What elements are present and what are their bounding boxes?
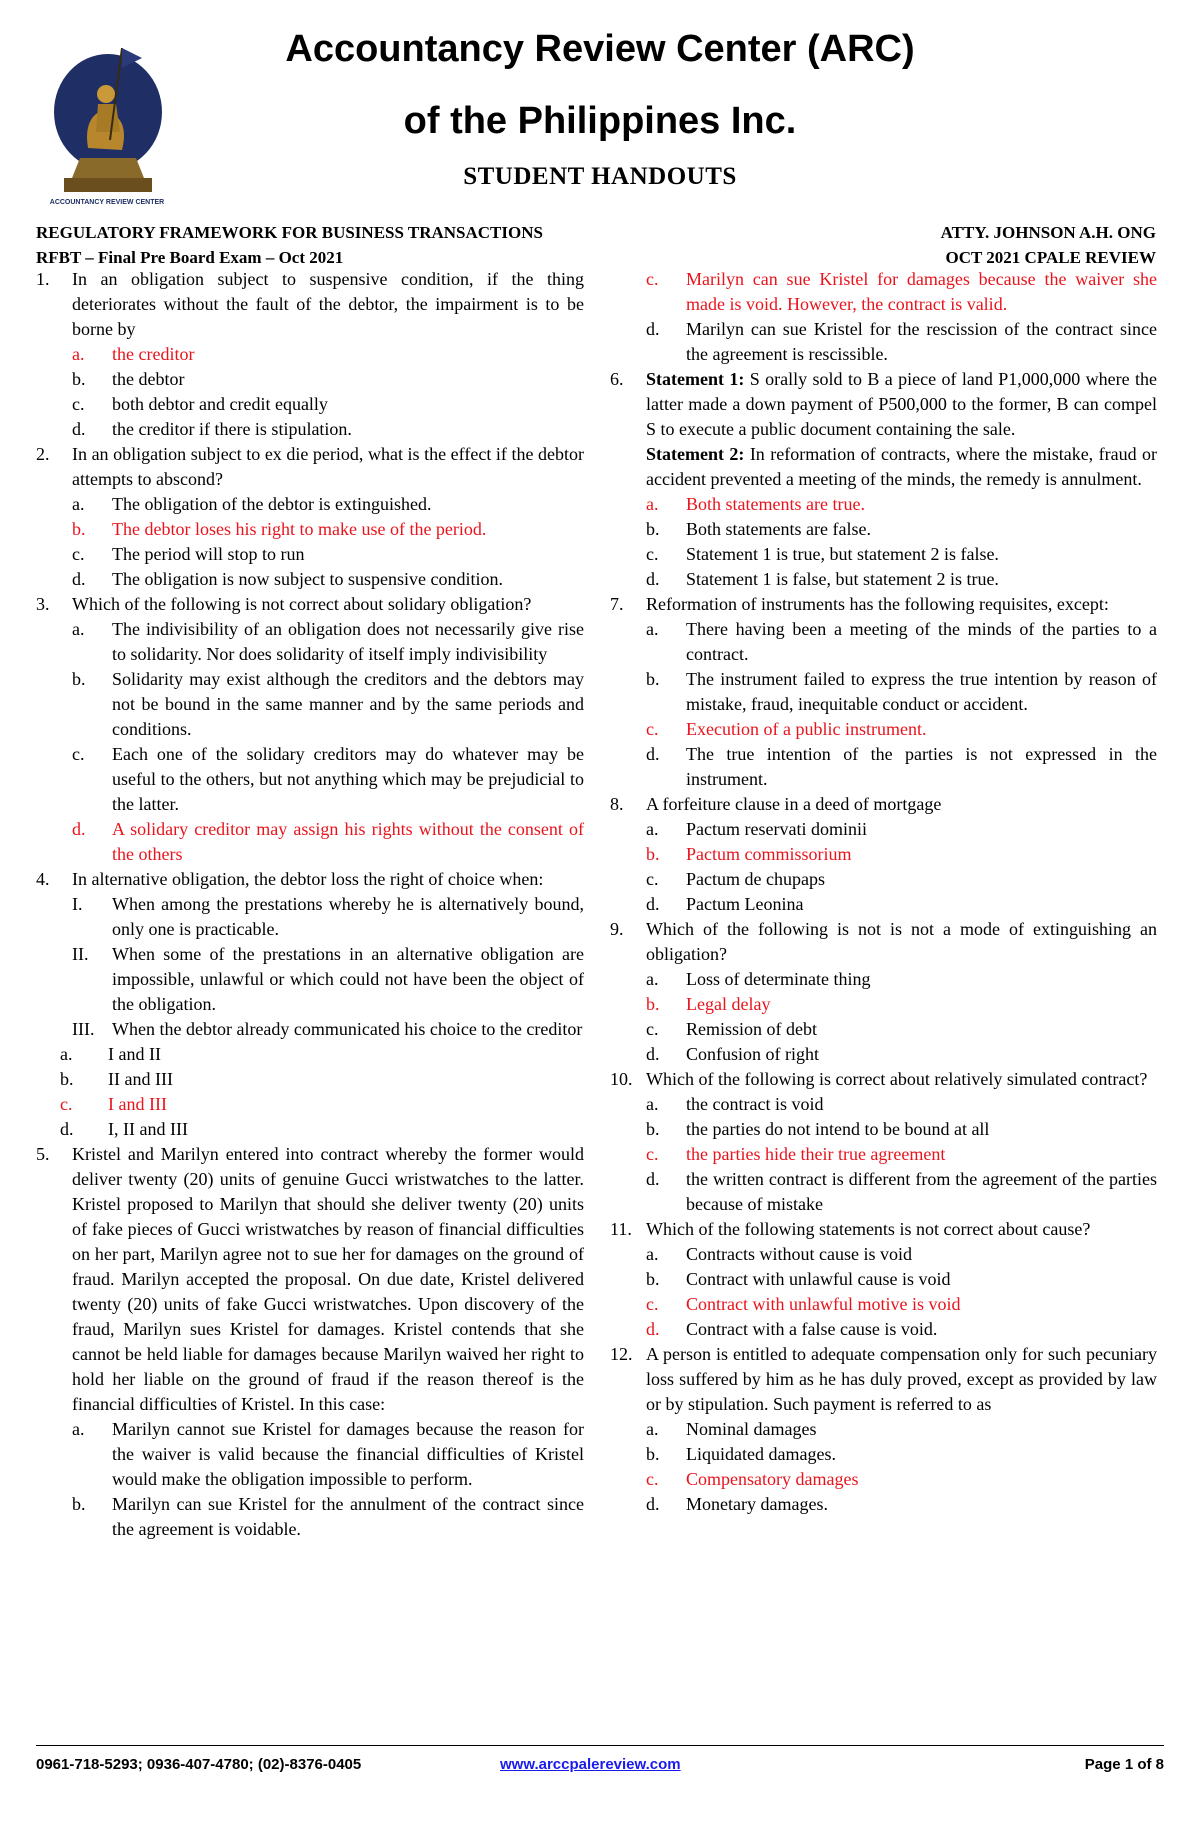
- lecturer-header: [941, 220, 1156, 270]
- choice-3c: c. Each one of the solidary creditors may do whatever may be useful to the others, but not anything which may be prejudicial to the latter.: [72, 744, 584, 814]
- left-column: [36, 267, 584, 1542]
- footer-phones: 0961-718-5293; 0936-407-4780; (02)-8376-0405: [36, 1756, 362, 1773]
- choice-8d: d. Pactum Leonina: [646, 894, 804, 914]
- choice-10a: a. the contract is void: [646, 1094, 824, 1114]
- item-4-i: I. When among the prestations whereby he is alternatively bound, only one is practicable.: [72, 894, 584, 939]
- choice-11d: d. Contract with a false cause is void.: [646, 1319, 938, 1339]
- choice-12c: c. Compensatory damages: [646, 1469, 859, 1489]
- choice-7b: b. The instrument failed to express the true intention by reason of mistake, fraud, inequitable conduct or accident.: [646, 669, 1157, 714]
- choice-11b: b. Contract with unlawful cause is void: [646, 1269, 951, 1289]
- choice-3b: b. Solidarity may exist although the creditors and the debtors may not be bound in the same manner and by the same periods and conditions.: [72, 669, 584, 739]
- choice-1b: b. the debtor: [72, 369, 185, 389]
- statement-1-text: S orally sold to B a piece of land P1,000,000 where the latter made a down payment of P500,000 to the former, B can compel S to execute a public document containing the sale.: [646, 369, 1157, 439]
- center-title: Accountancy Review Center (ARC): [285, 28, 915, 70]
- subject-header: [36, 220, 543, 270]
- choice-8c: c. Pactum de chupaps: [646, 869, 825, 889]
- question-6: 6. Statement 1: S orally sold to B a piece of land P1,000,000 where the latter made a down payment of P500,000 to the former, B can compel S to execute a public document containing the sale.: [610, 369, 1157, 439]
- choice-9c: c. Remission of debt: [646, 1019, 817, 1039]
- item-4-ii: II. When some of the prestations in an alternative obligation are impossible, unlawful or which could not have been the object of the obligation.: [72, 944, 584, 1014]
- choice-2c: c. The period will stop to run: [72, 544, 305, 564]
- choice-4c: c. I and III: [60, 1094, 167, 1114]
- choice-11c: c. Contract with unlawful motive is void: [646, 1294, 961, 1314]
- choice-3a: a. The indivisibility of an obligation does not necessarily give rise to solidarity. Nor does solidarity of itself imply indivisibility: [72, 619, 584, 664]
- choice-4b: b. II and III: [60, 1069, 173, 1089]
- choice-2b: b. The debtor loses his right to make use of the period.: [72, 519, 487, 539]
- choice-10b: b. the parties do not intend to be bound at all: [646, 1119, 990, 1139]
- question-2: 2. In an obligation subject to ex die period, what is the effect if the debtor attempts to abscond?: [36, 444, 584, 489]
- question-text: Kristel and Marilyn entered into contract whereby the former would deliver twenty (20) units of genuine Gucci wristwatches to the latter. Kristel proposed to Marilyn that should she deliver twenty (20) units of fake pieces of Gucci wristwatches by reason of financial difficulties on her part, Marilyn agree not to sue her for damages on the ground of fraud. Marilyn accepted the proposal. On due date, Kristel delivered twenty (20) units of fake Gucci wristwatches. Upon discovery of the fraud, Marilyn sues Kristel for damages. Kristel contends that she cannot be held liable for damages because Marilyn waived her right to hold her liable on the ground of fraud if the reason thereof is the financial difficulties of Kristel. In this case:: [72, 1144, 584, 1414]
- choice-12a: a. Nominal damages: [646, 1419, 817, 1439]
- question-text: A forfeiture clause in a deed of mortgage: [646, 794, 942, 814]
- choice-1d: d. the creditor if there is stipulation.: [72, 419, 352, 439]
- choice-1a: a. the creditor: [72, 344, 195, 364]
- choice-6a: a. Both statements are true.: [646, 494, 865, 514]
- question-text: In an obligation subject to suspensive condition, if the thing deteriorates without the fault of the debtor, the impairment is to be borne by: [72, 269, 584, 339]
- choice-12b: b. Liquidated damages.: [646, 1444, 836, 1464]
- choice-10d: d. the written contract is different from the agreement of the parties because of mistake: [646, 1169, 1157, 1214]
- svg-text:ACCOUNTANCY REVIEW CENTER: ACCOUNTANCY REVIEW CENTER: [49, 199, 165, 206]
- subject-title: REGULATORY FRAMEWORK FOR BUSINESS TRANSACTIONS: [36, 223, 543, 242]
- choice-6c: c. Statement 1 is true, but statement 2 is false.: [646, 544, 999, 564]
- question-text: Which of the following is not correct about solidary obligation?: [72, 594, 532, 614]
- choice-6b: b. Both statements are false.: [646, 519, 871, 539]
- question-1: 1. In an obligation subject to suspensive condition, if the thing deteriorates without the fault of the debtor, the impairment is to be borne by: [36, 269, 584, 339]
- statement-2: Statement 2: In reformation of contracts, where the mistake, fraud or accident prevented a meeting of the minds, the remedy is annulment.: [646, 444, 1157, 489]
- question-12: 12. A person is entitled to adequate compensation only for such pecuniary loss suffered by him as he has duly proved, except as provided by law or by stipulation. Such payment is referred to as: [610, 1344, 1157, 1414]
- choice-12d: d. Monetary damages.: [646, 1494, 828, 1514]
- question-text: Which of the following is not is not a mode of extinguishing an obligation?: [646, 919, 1157, 964]
- choice-5a: a. Marilyn cannot sue Kristel for damages because the reason for the waiver is valid because the financial difficulties of Kristel would make the obligation impossible to perform.: [72, 1419, 584, 1489]
- question-9: 9. Which of the following is not is not a mode of extinguishing an obligation?: [610, 919, 1157, 964]
- choice-11a: a. Contracts without cause is void: [646, 1244, 912, 1264]
- choice-4a: a. I and II: [60, 1044, 161, 1064]
- choice-1c: c. both debtor and credit equally: [72, 394, 328, 414]
- choice-7a: a. There having been a meeting of the minds of the parties to a contract.: [646, 619, 1157, 664]
- choice-3d: d. A solidary creditor may assign his rights without the consent of the others: [72, 819, 584, 864]
- question-10: 10. Which of the following is correct about relatively simulated contract?: [610, 1069, 1148, 1089]
- question-text: Which of the following statements is not correct about cause?: [646, 1219, 1091, 1239]
- question-text: In an obligation subject to ex die period, what is the effect if the debtor attempts to abscond?: [72, 444, 584, 489]
- question-3: 3. Which of the following is not correct about solidary obligation?: [36, 594, 532, 614]
- question-text: Reformation of instruments has the following requisites, except:: [646, 594, 1109, 614]
- footer-divider: [36, 1745, 1164, 1746]
- choice-4d: d. I, II and III: [60, 1119, 188, 1139]
- question-11: 11. Which of the following statements is not correct about cause?: [610, 1219, 1091, 1239]
- choice-6d: d. Statement 1 is false, but statement 2 is true.: [646, 569, 999, 589]
- choice-7c: c. Execution of a public instrument.: [646, 719, 927, 739]
- lecturer-name: ATTY. JOHNSON A.H. ONG: [940, 223, 1156, 242]
- question-text: In alternative obligation, the debtor loss the right of choice when:: [72, 869, 544, 889]
- handout-subtitle: STUDENT HANDOUTS: [463, 163, 737, 190]
- question-7: 7. Reformation of instruments has the following requisites, except:: [610, 594, 1109, 614]
- choice-9b: b. Legal delay: [646, 994, 771, 1014]
- choice-2d: d. The obligation is now subject to suspensive condition.: [72, 569, 503, 589]
- choice-2a: a. The obligation of the debtor is extinguished.: [72, 494, 432, 514]
- choice-8a: a. Pactum reservati dominii: [646, 819, 867, 839]
- center-title-line2: of the Philippines Inc.: [403, 100, 797, 142]
- question-8: 8. A forfeiture clause in a deed of mortgage: [610, 794, 942, 814]
- choice-7d: d. The true intention of the parties is not expressed in the instrument.: [646, 744, 1157, 789]
- question-4: 4. In alternative obligation, the debtor loss the right of choice when:: [36, 869, 544, 889]
- footer-page-number: Page 1 of 8: [1084, 1756, 1164, 1773]
- review-term: OCT 2021 CPALE REVIEW: [945, 248, 1156, 267]
- choice-5d: d. Marilyn can sue Kristel for the rescission of the contract since the agreement is rescissible.: [646, 319, 1157, 364]
- footer-website-link[interactable]: www.arccpalereview.com: [500, 1756, 681, 1773]
- item-4-iii: III. When the debtor already communicated his choice to the creditor: [72, 1019, 583, 1039]
- question-text: Which of the following is correct about relatively simulated contract?: [646, 1069, 1148, 1089]
- exam-title: RFBT – Final Pre Board Exam – Oct 2021: [36, 248, 344, 267]
- choice-5c: c. Marilyn can sue Kristel for damages because the waiver she made is void. However, the contract is valid.: [646, 269, 1157, 314]
- question-text: A person is entitled to adequate compensation only for such pecuniary loss suffered by him as he has duly proved, except as provided by law or by stipulation. Such payment is referred to as: [646, 1344, 1157, 1414]
- choice-9a: a. Loss of determinate thing: [646, 969, 871, 989]
- question-5: 5. Kristel and Marilyn entered into contract whereby the former would deliver twenty (20) units of genuine Gucci wristwatches to the latter. Kristel proposed to Marilyn that should she deliver twenty (20) units of fake pieces of Gucci wristwatches by reason of financial difficulties on her part, Marilyn agree not to sue her for damages on the ground of fraud. Marilyn accepted the proposal. On due date, Kristel delivered twenty (20) units of fake Gucci wristwatches. Upon discovery of the fraud, Marilyn sues Kristel for damages. Kristel contends that she cannot be held liable for damages because Marilyn waived her right to hold her liable on the ground of fraud if the reason thereof is the financial difficulties of Kristel. In this case:: [36, 1144, 584, 1414]
- choice-10c: c. the parties hide their true agreement: [646, 1144, 946, 1164]
- choice-9d: d. Confusion of right: [646, 1044, 819, 1064]
- right-column: [610, 267, 1157, 1517]
- choice-5b: b. Marilyn can sue Kristel for the annulment of the contract since the agreement is voidable.: [72, 1494, 584, 1539]
- choice-8b: b. Pactum commissorium: [646, 844, 852, 864]
